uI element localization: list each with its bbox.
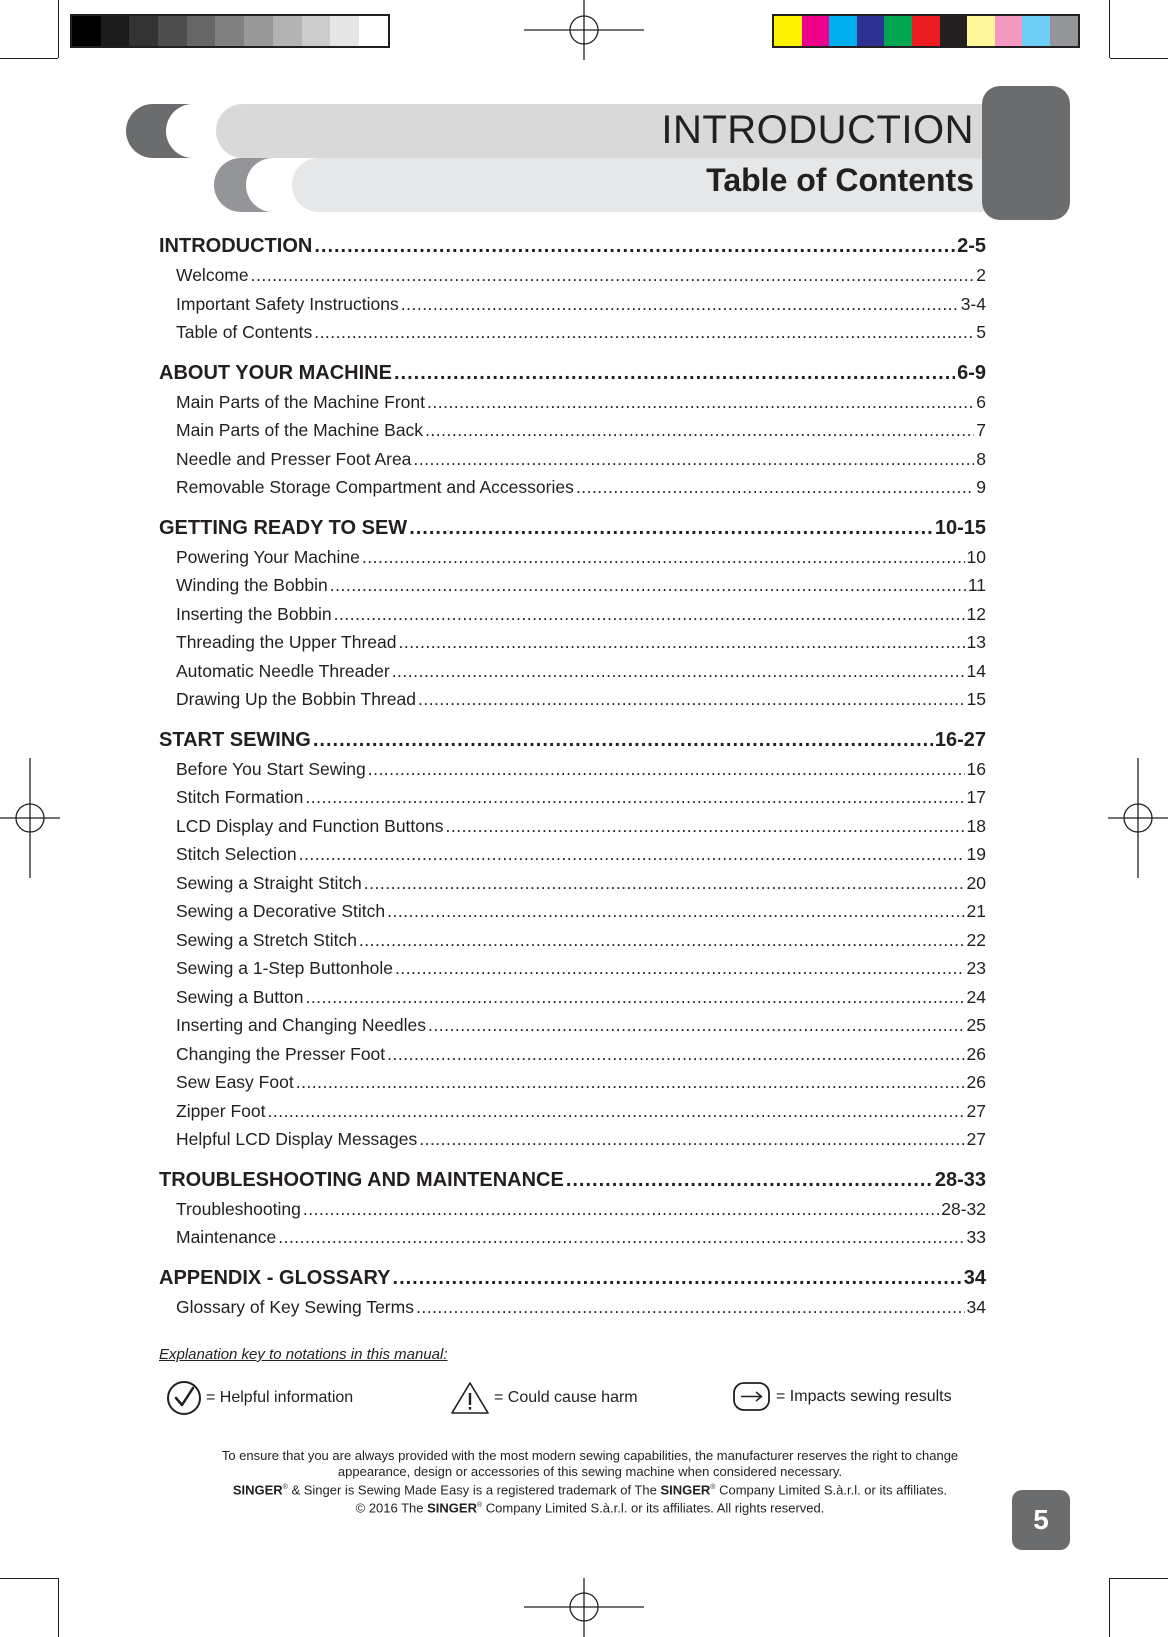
toc-section [159, 232, 986, 347]
toc-entry-title: Helpful LCD Display Messages [176, 1129, 418, 1149]
footer-text: & Singer is Sewing Made Easy is a registered trademark of The [287, 1482, 661, 1498]
toc-entry-page: 12 [966, 603, 986, 624]
registration-mark-bottom-icon [524, 1578, 644, 1637]
toc-entry-page: 27 [966, 1100, 986, 1121]
toc-entry[interactable] [159, 685, 986, 714]
legend-text: = Could cause harm [494, 1389, 638, 1406]
toc-entry[interactable] [159, 1195, 986, 1224]
toc-entry[interactable] [159, 869, 986, 898]
chapter-tab [982, 86, 1070, 220]
toc-entry[interactable] [159, 318, 986, 347]
warning-triangle-icon [450, 1380, 490, 1416]
toc-section-title: GETTING READY TO SEW [159, 516, 408, 539]
toc-entry-title: Automatic Needle Threader [176, 660, 390, 681]
toc-entry-page: 28-32 [941, 1198, 986, 1219]
toc-entry[interactable] [159, 983, 986, 1012]
leader-dots [251, 261, 975, 290]
crop-mark [1110, 58, 1168, 59]
toc-entry-title: Sewing a Straight Stitch [176, 872, 362, 893]
toc-section-pages: 10-15 [934, 516, 986, 539]
crop-mark [0, 1578, 58, 1579]
toc-entry-title: Powering Your Machine [176, 546, 360, 567]
arrow-box-icon [732, 1380, 772, 1414]
toc-entry-page: 26 [966, 1072, 986, 1092]
legend-text: = Impacts sewing results [776, 1388, 952, 1405]
toc-entry-page: 19 [966, 844, 986, 864]
toc-entry-title: Glossary of Key Sewing Terms [176, 1296, 414, 1317]
checkmark-circle-icon [166, 1380, 202, 1416]
toc-section-heading[interactable] [159, 1264, 986, 1293]
toc-entry[interactable] [159, 473, 986, 502]
leader-dots [278, 1223, 964, 1252]
toc-entry[interactable] [159, 1125, 986, 1154]
gray-swatch [359, 16, 388, 46]
leader-dots [313, 726, 933, 755]
toc-entry-page: 18 [966, 815, 986, 836]
toc-entry-title: Drawing Up the Bobbin Thread [176, 689, 416, 709]
toc-entry[interactable] [159, 1223, 986, 1252]
toc-entry[interactable] [159, 897, 986, 926]
toc-section-heading[interactable] [159, 1166, 986, 1195]
leader-dots [299, 840, 965, 869]
gray-swatch [302, 16, 331, 46]
toc-entry-title: LCD Display and Function Buttons [176, 815, 444, 836]
toc-entry-page: 33 [966, 1227, 986, 1247]
toc-entry-page: 22 [966, 929, 986, 950]
registered-mark: ® [476, 1502, 483, 1510]
page-subtitle: Table of Contents [706, 162, 974, 198]
leader-dots [314, 232, 955, 261]
toc-entry-page: 21 [966, 901, 986, 921]
legend-heading: Explanation key to notations in this manual: [159, 1346, 448, 1363]
toc-entry-page: 25 [966, 1015, 986, 1035]
footer-text: Company Limited S.à.r.l. or its affiliates. [715, 1482, 948, 1498]
toc-entry-page: 6 [976, 391, 986, 412]
leader-dots [427, 388, 974, 417]
toc-entry-page: 16 [966, 758, 986, 779]
leader-dots [387, 1040, 964, 1069]
color-swatch [995, 16, 1023, 46]
leader-dots [413, 445, 974, 474]
table-of-contents [159, 232, 986, 1333]
color-calibration-bar [772, 14, 1080, 48]
leader-dots [330, 571, 966, 600]
toc-entry[interactable] [159, 1097, 986, 1126]
leader-dots [362, 543, 965, 572]
footer-line: appearance, design or accessories of this sewing machine when considered necessary. [337, 1464, 843, 1479]
leader-dots [393, 1264, 962, 1293]
leader-dots [418, 685, 965, 714]
color-swatch [1022, 16, 1050, 46]
crop-mark [1110, 1578, 1168, 1579]
toc-section-pages: 34 [963, 1266, 986, 1289]
leader-dots [428, 1011, 964, 1040]
gray-swatch [129, 16, 158, 46]
toc-entry[interactable] [159, 388, 986, 417]
leader-dots [267, 1097, 964, 1126]
toc-entry-title: Main Parts of the Machine Back [176, 420, 424, 440]
toc-entry-title: Inserting and Changing Needles [176, 1015, 427, 1035]
toc-section-title: START SEWING [159, 728, 311, 751]
leader-dots [334, 600, 965, 629]
toc-entry-page: 8 [976, 448, 986, 469]
grayscale-calibration-bar [70, 14, 390, 48]
leader-dots [303, 1195, 939, 1224]
toc-section-pages: 28-33 [934, 1168, 986, 1191]
toc-entry-title: Sewing a Decorative Stitch [176, 901, 386, 921]
toc-entry-title: Sewing a 1-Step Buttonhole [176, 958, 393, 978]
registration-mark-right-icon [1108, 758, 1168, 878]
color-swatch [774, 16, 802, 46]
color-swatch [967, 16, 995, 46]
color-swatch [857, 16, 885, 46]
toc-entry-title: Inserting the Bobbin [176, 603, 332, 624]
page-number: 5 [1012, 1490, 1070, 1550]
toc-entry-title: Stitch Selection [176, 844, 297, 864]
toc-entry[interactable] [159, 1011, 986, 1040]
leader-dots [395, 954, 965, 983]
color-swatch [940, 16, 968, 46]
leader-dots [314, 318, 974, 347]
toc-entry[interactable] [159, 416, 986, 445]
toc-entry-page: 2 [976, 265, 986, 285]
footer-line [130, 1498, 1050, 1516]
toc-entry-title: Changing the Presser Foot [176, 1043, 386, 1064]
toc-section-heading[interactable] [159, 514, 986, 543]
color-swatch [1050, 16, 1078, 46]
legend-item-impacts [732, 1380, 952, 1414]
toc-entry-page: 23 [966, 958, 986, 978]
toc-entry[interactable] [159, 1293, 986, 1322]
gray-swatch [273, 16, 302, 46]
toc-entry-page: 11 [967, 575, 986, 595]
leader-dots [364, 869, 965, 898]
toc-entry[interactable] [159, 445, 986, 474]
legend-item-warning [450, 1380, 638, 1416]
leader-dots [305, 983, 964, 1012]
toc-entry-title: Welcome [176, 265, 249, 285]
leader-dots [416, 1293, 965, 1322]
toc-entry-title: Sewing a Button [176, 986, 304, 1007]
toc-entry-title: Troubleshooting [176, 1198, 301, 1219]
toc-entry-page: 13 [966, 632, 986, 652]
toc-entry-title: Maintenance [176, 1227, 277, 1247]
toc-section-title: TROUBLESHOOTING AND MAINTENANCE [159, 1168, 564, 1191]
toc-section [159, 514, 986, 714]
brand-name: SINGER [660, 1482, 711, 1498]
leader-dots [399, 628, 965, 657]
toc-entry[interactable] [159, 926, 986, 955]
crop-mark [58, 1578, 59, 1637]
toc-entry-title: Table of Contents [176, 322, 313, 342]
toc-entry-page: 27 [966, 1129, 986, 1149]
toc-section-pages: 6-9 [957, 361, 986, 384]
toc-entry[interactable] [159, 600, 986, 629]
toc-entry[interactable] [159, 571, 986, 600]
toc-section-heading[interactable] [159, 232, 986, 261]
toc-section [159, 359, 986, 502]
toc-entry-page: 14 [966, 660, 986, 681]
toc-section [159, 1166, 986, 1252]
registered-mark: ® [710, 1484, 716, 1491]
toc-section-title: APPENDIX - GLOSSARY [159, 1266, 391, 1289]
toc-entry-title: Main Parts of the Machine Front [176, 391, 425, 412]
toc-entry-title: Needle and Presser Foot Area [176, 448, 412, 469]
color-swatch [829, 16, 857, 46]
footer-text: Company Limited S.à.r.l. or its affiliates. All rights reserved. [482, 1500, 825, 1516]
leader-dots [401, 290, 959, 319]
toc-entry-page: 17 [966, 787, 986, 807]
toc-entry[interactable] [159, 290, 986, 319]
gray-swatch [215, 16, 244, 46]
crop-mark [0, 58, 58, 59]
leader-dots [576, 473, 974, 502]
toc-entry-title: Removable Storage Compartment and Accessories [176, 477, 574, 497]
leader-dots [387, 897, 964, 926]
toc-section [159, 1264, 986, 1322]
brand-name: SINGER [427, 1500, 477, 1516]
crop-mark [58, 0, 59, 58]
toc-entry-page: 3-4 [960, 293, 986, 314]
toc-entry-title: Sew Easy Foot [176, 1072, 294, 1092]
crop-mark [1109, 1578, 1110, 1637]
toc-entry[interactable] [159, 628, 986, 657]
toc-entry-title: Winding the Bobbin [176, 575, 328, 595]
toc-entry-page: 26 [966, 1043, 986, 1064]
toc-section-title: INTRODUCTION [159, 235, 313, 257]
toc-entry-title: Sewing a Stretch Stitch [176, 929, 357, 950]
toc-section-heading[interactable] [159, 726, 986, 755]
leader-dots [419, 1125, 964, 1154]
crop-mark [1109, 0, 1110, 58]
toc-section-pages: 16-27 [934, 728, 986, 751]
gray-swatch [158, 16, 187, 46]
toc-entry[interactable] [159, 261, 986, 290]
toc-entry-title: Stitch Formation [176, 787, 304, 807]
legend-item-helpful [166, 1380, 353, 1416]
footer-line [130, 1480, 1050, 1498]
toc-entry[interactable] [159, 1040, 986, 1069]
registered-mark: ® [282, 1484, 288, 1491]
leader-dots [425, 416, 974, 445]
toc-entry[interactable] [159, 543, 986, 572]
toc-entry-page: 15 [966, 689, 986, 709]
toc-entry[interactable] [159, 954, 986, 983]
toc-entry[interactable] [159, 840, 986, 869]
color-swatch [884, 16, 912, 46]
gray-swatch [101, 16, 130, 46]
footer-line: To ensure that you are always provided with the most modern sewing capabilities, the manufacturer reserves the right to change [221, 1448, 959, 1463]
gray-swatch [244, 16, 273, 46]
leader-dots [394, 359, 955, 388]
toc-section-title: ABOUT YOUR MACHINE [159, 361, 392, 384]
page-title: INTRODUCTION [661, 108, 974, 152]
registration-mark-top-icon [524, 0, 644, 60]
toc-section-heading[interactable] [159, 359, 986, 388]
toc-entry-page: 7 [976, 420, 986, 440]
gray-swatch [72, 16, 101, 46]
toc-entry-page: 10 [966, 546, 986, 567]
leader-dots [359, 926, 965, 955]
toc-entry-page: 5 [976, 322, 986, 342]
leader-dots [446, 812, 965, 841]
toc-entry-page: 9 [976, 477, 986, 497]
gray-swatch [187, 16, 216, 46]
toc-entry[interactable] [159, 755, 986, 784]
registration-mark-left-icon [0, 758, 60, 878]
leader-dots [409, 514, 933, 543]
toc-entry-title: Zipper Foot [176, 1100, 266, 1121]
leader-dots [368, 755, 965, 784]
leader-dots [305, 783, 964, 812]
legend-text: = Helpful information [206, 1389, 354, 1406]
toc-entry[interactable] [159, 783, 986, 812]
brand-name: SINGER [232, 1482, 283, 1498]
toc-entry-page: 24 [966, 986, 986, 1007]
toc-entry[interactable] [159, 1068, 986, 1097]
toc-entry[interactable] [159, 657, 986, 686]
leader-dots [566, 1166, 933, 1195]
toc-entry-title: Before You Start Sewing [176, 758, 366, 779]
leader-dots [392, 657, 965, 686]
footer-text: © 2016 The [355, 1500, 428, 1516]
leader-dots [296, 1068, 965, 1097]
gray-swatch [330, 16, 359, 46]
toc-entry-title: Threading the Upper Thread [176, 632, 397, 652]
toc-entry-page: 34 [966, 1296, 986, 1317]
toc-section [159, 726, 986, 1154]
footer-disclaimer [130, 1448, 1050, 1517]
color-swatch [802, 16, 830, 46]
toc-section-pages: 2-5 [957, 235, 986, 257]
color-swatch [912, 16, 940, 46]
toc-entry-title: Important Safety Instructions [176, 293, 399, 314]
toc-entry-page: 20 [966, 872, 986, 893]
toc-entry[interactable] [159, 812, 986, 841]
